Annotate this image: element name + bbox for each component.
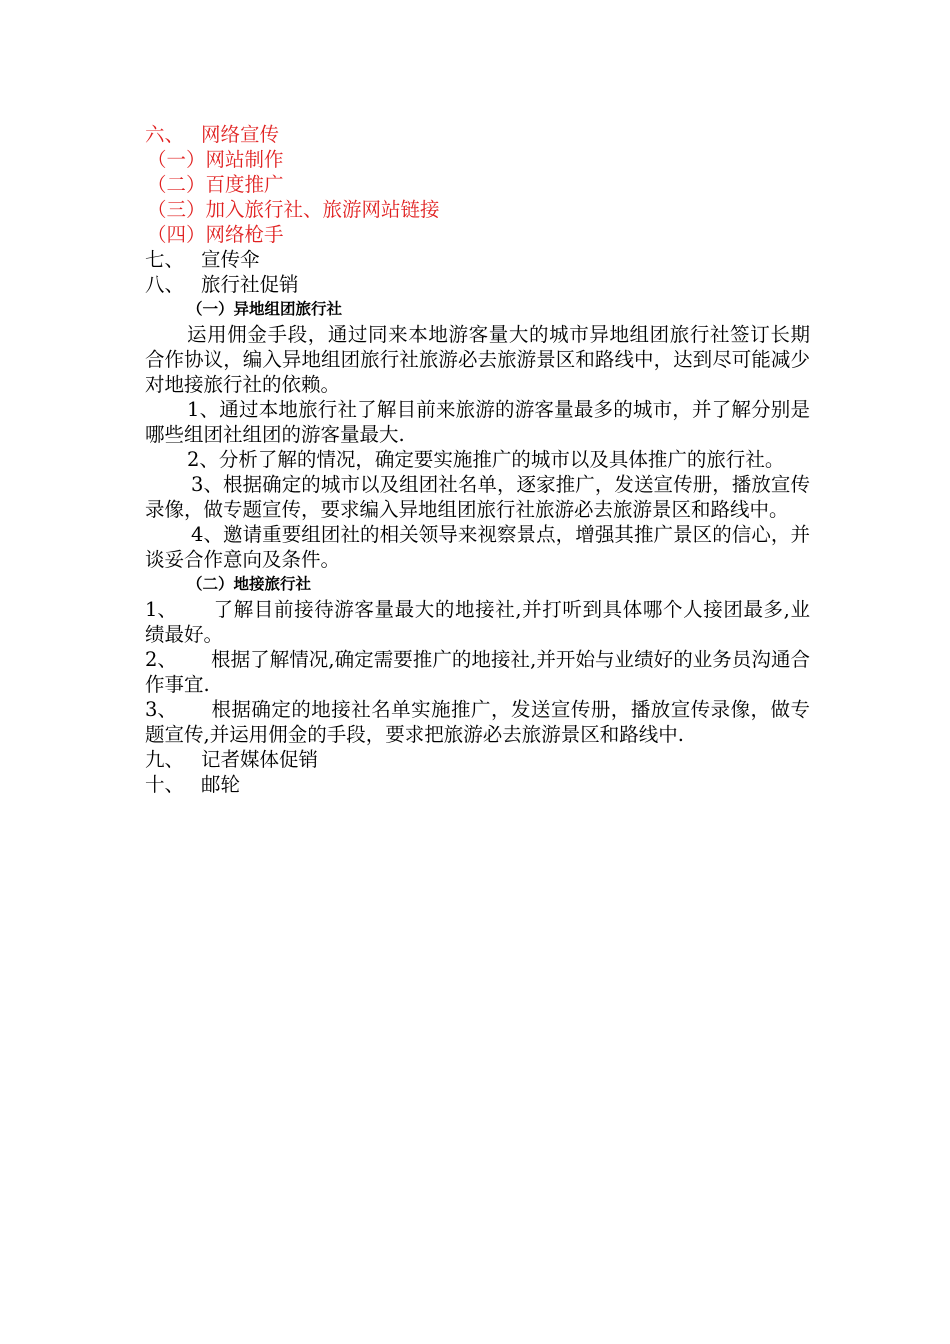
section1-item-3: 3、根据确定的城市以及组团社名单，逐家推广，发送宣传册，播放宣传录像，做专题宣传，要求编入异地组团旅行社旅游必去旅游景区和路线中。 [145,473,810,521]
heading-nine [145,747,810,772]
heading-eight [145,272,810,297]
heading-title: 宣传伞 [201,248,260,271]
heading-title: 旅行社促销 [201,273,299,296]
section2-item-3 [145,697,810,747]
heading-ten [145,772,810,797]
item-text: 了解目前接待游客量最大的地接社,并打听到具体哪个人接团最多,业绩最好。 [145,598,810,646]
heading-title: 网络宣传 [201,123,280,146]
item-text: 根据了解情况,确定需要推广的地接社,并开始与业绩好的业务员沟通合作事宜. [145,648,810,696]
heading-six [145,122,810,147]
section2-item-2 [145,647,810,697]
heading-title: 记者媒体促销 [201,748,319,771]
item-number: 2、 [145,648,177,671]
heading-number: 七、 [145,248,185,271]
heading-number: 十、 [145,773,185,796]
item-number: 3、 [145,698,177,721]
subheading-writers: （四）网络枪手 [147,223,284,246]
heading-number: 六、 [145,123,185,146]
subheading-baidu: （二）百度推广 [147,173,284,196]
item-number: 1、 [145,598,177,621]
section1-item-4: 4、邀请重要组团社的相关领导来视察景点，增强其推广景区的信心，并谈妥合作意向及条件。 [145,523,810,571]
section1-intro: 运用佣金手段，通过同来本地游客量大的城市异地组团旅行社签订长期合作协议，编入异地组团旅行社旅游必去旅游景区和路线中，达到尽可能减少对地接旅行社的依赖。 [145,323,810,396]
section1-heading: （一）异地组团旅行社 [187,300,343,318]
section2-heading: （二）地接旅行社 [187,575,312,593]
heading-seven [145,247,810,272]
heading-title: 邮轮 [201,773,241,796]
subheading-website: （一）网站制作 [147,148,284,171]
item-text: 根据确定的地接社名单实施推广，发送宣传册，播放宣传录像，做专题宣传,并运用佣金的手段，要求把旅游必去旅游景区和路线中. [145,698,810,746]
document-body [145,122,810,797]
section1-item-1: 1、通过本地旅行社了解目前来旅游的游客量最多的城市，并了解分别是哪些组团社组团的游客量最大. [145,398,810,446]
section2-item-1 [145,597,810,647]
section1-item-2: 2、分析了解的情况，确定要实施推广的城市以及具体推广的旅行社。 [187,448,785,471]
heading-number: 九、 [145,748,185,771]
heading-number: 八、 [145,273,185,296]
subheading-links: （三）加入旅行社、旅游网站链接 [147,198,440,221]
